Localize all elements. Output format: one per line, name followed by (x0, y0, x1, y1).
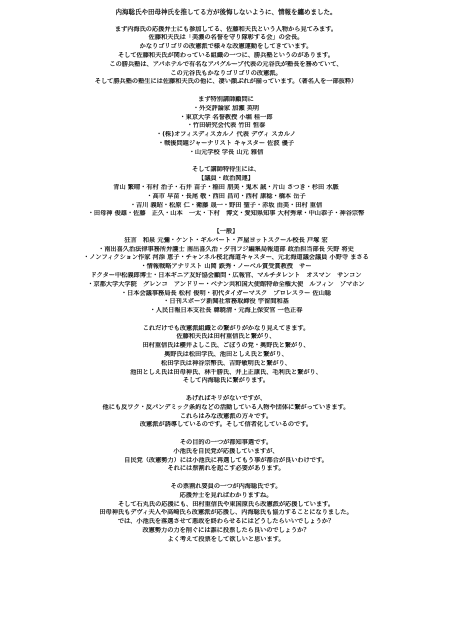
text-line: これらはみな改憲派の方々です。 (179, 412, 273, 420)
text-line: ・高市 早苗・長尾 敬・西田 昌司・西村 康稔・橋本 岳子 (146, 192, 306, 200)
text-line: 佐藤和夫氏は田村重信氏と繋がり、 (176, 333, 276, 341)
text-line: ・田母神 俊雄・佐藤 正久・山本 一太・下村 博文・愛知県知事 大村秀章・中山恭子・神谷宗幣 (87, 210, 365, 218)
text-line: 田村重信氏は櫻井よしこ氏、ごぼうの党・奥野氏と繋がり、 (142, 342, 310, 350)
text-line: そして内海聡氏に繋がります。 (182, 377, 270, 385)
text-line: ドクター中松義郎博士・日本ギニア友好協会顧問・広報官、マルチタレント オスマン サンコン (90, 271, 362, 279)
blank-line (0, 219, 452, 228)
text-line: 応援弁士を見ればわかりますね。 (179, 491, 273, 499)
blank-line (0, 430, 452, 439)
text-line: その目的の一つが都知事選です。 (179, 439, 273, 447)
text-line: 松田学氏は神谷宗幣氏、吉野敏明氏と繋がり、 (161, 359, 291, 367)
text-line: 自民党（改憲勢力）には小池氏に再選してもう事が都合が良いわけです。 (124, 456, 328, 464)
text-line: ・京都大学大学院 グレンコ アンドリー・ベナン共和国大使館特命全権大使 ルフィン ゾマホン (87, 280, 365, 288)
text-line: 【議員・政治関連】 (198, 175, 254, 183)
text-line: ・竹田研究会代表 竹田 恒泰 (186, 122, 266, 130)
text-line: 奥野氏は松田学氏、池田としえ氏と繋がり、 (164, 351, 288, 359)
text-line: これだけでも改憲派組織との繋がりがかなり見えてきます。 (142, 324, 310, 332)
text-line: よく考えて投票をして欲しいと思います。 (167, 535, 285, 543)
text-line: ・山元学校 学長 山元 雅信 (188, 148, 264, 156)
text-line: ・人民日報日本支社長 韓暁清・元海上保安官 一色正春 (149, 307, 303, 315)
text-line: 小池氏を自民党が応援していますが、 (173, 447, 279, 455)
text-line: ・東京大学 名誉教授 小堀 桂一郎 (179, 113, 273, 121)
text-line: まず内海氏の応援弁士にも参加してる、佐藤和夫氏という人物から見てみます。 (114, 25, 338, 33)
text-line: そして勝兵塾の塾生には佐藤和夫氏の他に、凄い顔ぶれが揃っています。（著名人を一部抜粋） (94, 78, 358, 86)
blank-line (0, 158, 452, 167)
text-line: その票割れ要員の一つが内海聡氏です。 (170, 483, 282, 491)
text-line: 【一般】 (213, 227, 239, 235)
blank-line (0, 474, 452, 483)
text-line: ・外交評論家 加瀬 英明 (192, 104, 260, 112)
text-line: 改憲勢力の力を削ぐには誰に投票したら良いのでしょうか？ (142, 527, 310, 535)
blank-line (0, 316, 452, 325)
text-line: 青山 繁晴・有村 治子・石井 苗子・稲田 朋美・鬼木 誠・片山 さつき・杉田 水脈 (113, 183, 339, 191)
text-line: ・ノンフィクション作家 河添 恵子・チャンネル桜北海道キャスター、元北海道議会議員 小野寺 まさる (83, 254, 369, 262)
blank-line (0, 386, 452, 395)
document-title: 内海聡氏や田母神氏を推してる方が後悔しないように、情報を纏めました。 (115, 8, 337, 16)
text-line: そして佐藤和夫氏が関わっている組織の一つに、勝兵塾というのがあります。 (117, 51, 334, 59)
text-line: この勝兵塾は、アパホテルで有名なアパグループ代表の元谷氏が塾長を務めていて、 (109, 60, 343, 68)
text-line: ・情報戦略アナリスト 山岡 鉄秀・ノーベル賞受賞教授 サー (140, 263, 312, 271)
text-line: ・日刊スポーツ新聞社常務取締役 宇留間和基 (163, 298, 289, 306)
text-line: ・戦後問題ジャーナリスト キャスター 佐波 優子 (157, 139, 295, 147)
text-line: まず特別講師顧問に (198, 95, 254, 103)
text-line: 他にも反ワク・反パンデミック条約などの活動している人物や団体に繋がっていきます。 (102, 403, 350, 411)
blank-line (0, 17, 452, 26)
text-line: そして講師特待生には、 (191, 166, 261, 174)
text-line: そして石丸氏の応援にも、田村重信氏や東国原氏ら改憲派が応援しています。 (117, 500, 335, 508)
text-line: あげればキリがないですが、 (185, 395, 267, 403)
text-line: 狂言 和泉 元彌・ケント・ギルバート・芦屋ヨットスクール校長 戸塚 宏 (124, 236, 328, 244)
text-line: 池田としえ氏は田母神氏、林千勝氏、井上正康氏、毛利氏と繋がり、 (130, 368, 322, 376)
text-line: ・日本会議事務局長 松村 俊明・初代タイガーマスク プロレスラー 佐山聡 (120, 289, 332, 297)
text-line: では、小池氏を落選させて悪政を終わらせるにはどうしたらいいでしょうか？ (117, 518, 335, 526)
text-line: ・南出喜久治法律事務所弁護士 南出喜久治・夕刊フジ編集局報道部 政治担当部長 矢野 将史 (98, 245, 354, 253)
text-line: ・(株)オフィスディスカルノ 代表 デヴィ スカルノ (156, 131, 296, 139)
blank-line (0, 87, 452, 96)
text-line: 田母神氏もデヴィ夫人や高崎氏ら改憲派が応援し、内海聡氏も協力することになりました。 (99, 509, 353, 517)
text-line: かなりゴリゴリの改憲派で様々な改憲運動をしてきています。 (139, 43, 313, 51)
text-line: この元谷氏もかなりゴリゴリの改憲派。 (170, 69, 282, 77)
text-line: ・吉川 義昭・松原 仁・衛藤 晟一・野田 聖子・赤坂 由美・田村 重信 (129, 201, 323, 209)
text-line: それには票割れを起こす必要があります。 (167, 465, 285, 473)
text-line: 佐藤和夫氏は「美濃の名誉を守り隊彰する会」の会長。 (148, 34, 304, 42)
text-line: 改憲派が誘導しているのです。そして信者化しているのです。 (139, 421, 313, 429)
